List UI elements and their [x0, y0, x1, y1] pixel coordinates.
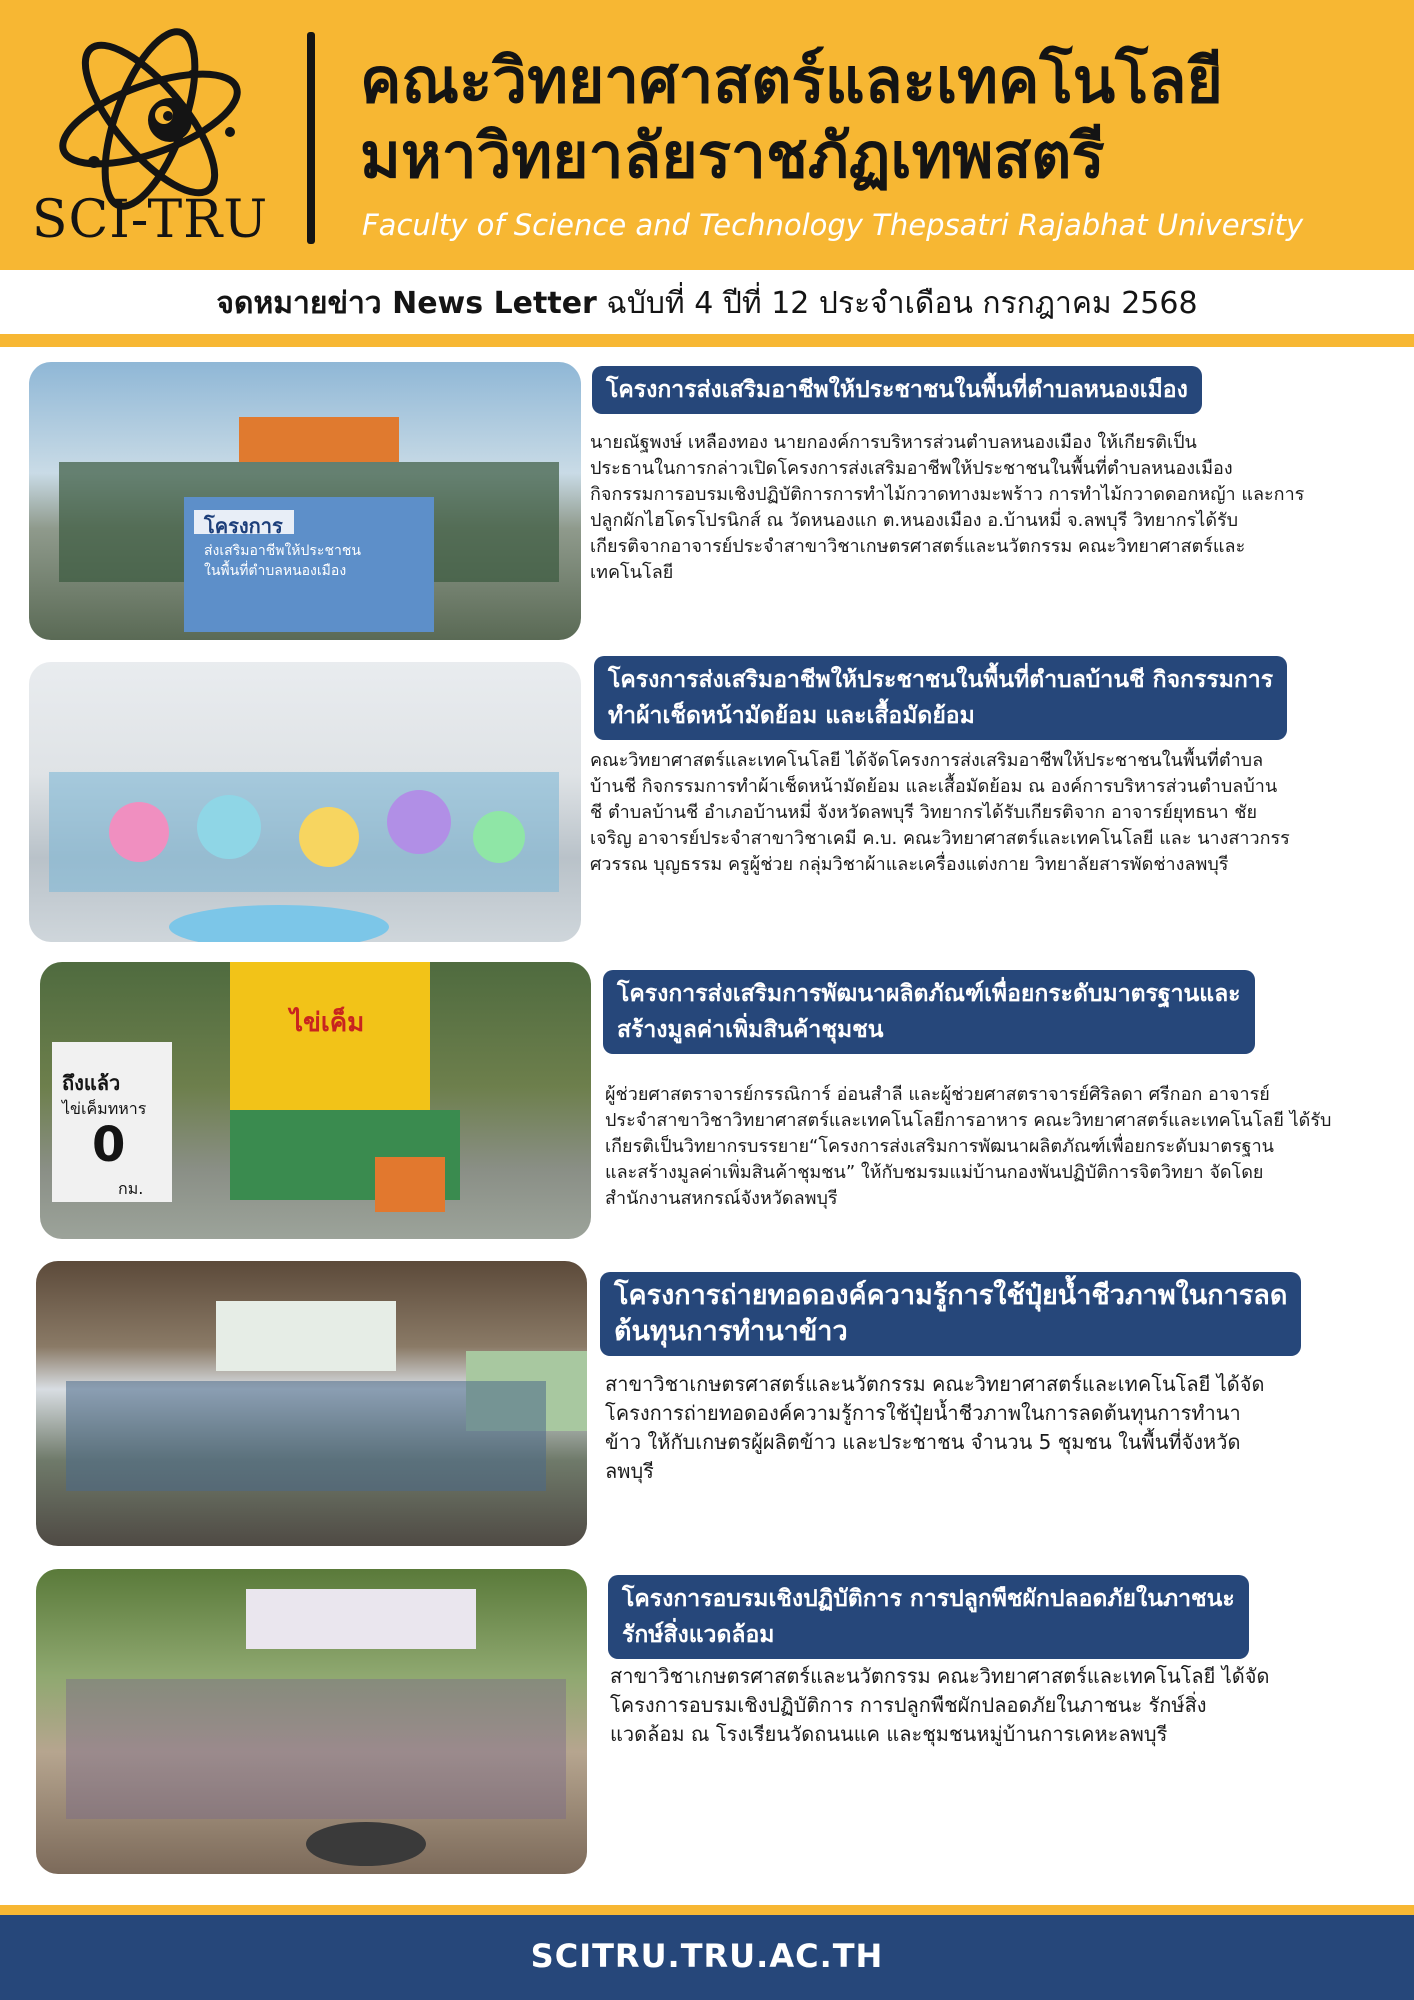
article-body-1 [590, 430, 1390, 586]
article-body-line: สาขาวิชาเกษตรศาสตร์และนวัตกรรม คณะวิทยาศาสตร์และเทคโนโลยี ได้จัด [605, 1372, 1265, 1396]
article-body-line: ปลูกผักไฮโดรโปรนิกส์ ณ วัดหนองแก ต.หนองเมือง อ.บ้านหมี่ จ.ลพบุรี วิทยากรได้รับ [590, 510, 1239, 531]
issue-detail: ฉบับที่ 4 ปีที่ 12 ประจำเดือน กรกฎาคม 2568 [596, 286, 1198, 321]
article-title-line: สร้างมูลค่าเพิ่มสินค้าชุมชน [617, 1017, 884, 1043]
article-title-5 [608, 1575, 1249, 1659]
article-title-line: ทำผ้าเช็ดหน้ามัดย้อม และเสื้อมัดย้อม [608, 703, 975, 729]
article-body-line: ข้าว ให้กับเกษตรผู้ผลิตข้าว และประชาชน จำนวน 5 ชุมชน ในพื้นที่จังหวัด [605, 1430, 1241, 1454]
photo-sign-text: ถึงแล้ว [62, 1071, 121, 1095]
faculty-title-english: Faculty of Science and Technology Thepsatri Rajabhat University [362, 208, 1304, 242]
article-title-line: รักษ์สิ่งแวดล้อม [622, 1622, 775, 1648]
article-title-4 [600, 1272, 1301, 1356]
article-title-line: โครงการอบรมเชิงปฏิบัติการ การปลูกพืชผักปลอดภัยในภาชนะ [622, 1586, 1235, 1612]
photo-sign-text: ไข่เค็มทหาร [62, 1099, 147, 1118]
article-title-1 [592, 366, 1202, 414]
article-body-line: เทคโนโลยี [590, 562, 674, 583]
newsletter-label: จดหมายข่าว News Letter [216, 286, 597, 321]
article-body-line: โครงการถ่ายทอดองค์ความรู้การใช้ปุ๋ยน้ำชีวภาพในการลดต้นทุนการทำนา [605, 1401, 1241, 1425]
article-body-line: ประธานในการกล่าวเปิดโครงการส่งเสริมอาชีพให้ประชาชนในพื้นที่ตำบลหนองเมือง [590, 458, 1233, 479]
article-body-line: เจริญ อาจารย์ประจำสาขาวิชาเคมี ค.บ. คณะวิทยาศาสตร์และเทคโนโลยี และ นางสาวกรร [590, 828, 1290, 849]
article-body-line: ลพบุรี [605, 1459, 654, 1483]
header-divider [307, 32, 315, 244]
article-body-line: สาขาวิชาเกษตรศาสตร์และนวัตกรรม คณะวิทยาศาสตร์และเทคโนโลยี ได้จัด [610, 1664, 1270, 1688]
article-title-line: ต้นทุนการทำนาข้าว [614, 1316, 848, 1347]
article-body-line: กิจกรรมการอบรมเชิงปฏิบัติการการทำไม้กวาดทางมะพร้าว การทำไม้กวาดดอกหญ้า และการ [590, 484, 1305, 505]
article-body-line: โครงการอบรมเชิงปฏิบัติการ การปลูกพืชผักปลอดภัยในภาชนะ รักษ์สิ่ง [610, 1693, 1207, 1717]
article-body-line: ผู้ช่วยศาสตราจารย์กรรณิการ์ อ่อนสำลี และผู้ช่วยศาสตราจารย์ศิริลดา ศรีกอก อาจารย์ [605, 1084, 1270, 1105]
article-body-line: ประจำสาขาวิชาวิทยาศาสตร์และเทคโนโลยีการอาหาร คณะวิทยาศาสตร์และเทคโนโลยี ได้รับ [605, 1110, 1332, 1131]
article-body-2 [590, 748, 1390, 878]
article-body-3 [605, 1082, 1405, 1212]
article-body-line: และสร้างมูลค่าเพิ่มสินค้าชุมชน” ให้กับชมรมแม่บ้านกองพันปฏิบัติการจิตวิทยา จัดโดย [605, 1162, 1264, 1183]
article-body-line: เกียรติจากอาจารย์ประจำสาขาวิชาเกษตรศาสตร์และนวัตกรรม คณะวิทยาศาสตร์และ [590, 536, 1246, 557]
article-title-line: โครงการส่งเสริมการพัฒนาผลิตภัณฑ์เพื่อยกระดับมาตรฐานและ [617, 981, 1241, 1007]
article-photo-4 [36, 1261, 587, 1546]
article-body-line: เกียรติเป็นวิทยากรบรรยาย“โครงการส่งเสริมการพัฒนาผลิตภัณฑ์เพื่อยกระดับมาตรฐาน [605, 1136, 1274, 1157]
photo-sign-text: 0 [92, 1117, 126, 1173]
article-photo-2 [29, 662, 581, 942]
article-photo-3 [40, 962, 591, 1239]
logo-wordmark: SCI-TRU [31, 190, 269, 250]
article-title-2 [594, 656, 1287, 740]
photo-sign-text: ไข่เค็ม [290, 1008, 365, 1038]
article-photo-1 [29, 362, 581, 640]
photo-sign-text: ในพื้นที่ตำบลหนองเมือง [204, 563, 347, 579]
article-body-5 [610, 1662, 1400, 1749]
article-body-line: แวดล้อม ณ โรงเรียนวัดถนนแค และชุมชนหมู่บ้านการเคหะลพบุรี [610, 1722, 1168, 1746]
issue-info [0, 280, 1414, 327]
footer-divider [0, 1905, 1414, 1915]
photo-sign-text: โครงการ [204, 514, 283, 538]
article-body-4 [605, 1370, 1395, 1486]
photo-sign-text: กม. [118, 1179, 144, 1198]
footer-bar [0, 1915, 1414, 2000]
article-body-line: นายณัฐพงษ์ เหลืองทอง นายกองค์การบริหารส่วนตำบลหนองเมือง ให้เกียรติเป็น [590, 432, 1197, 453]
article-title-line: โครงการส่งเสริมอาชีพให้ประชาชนในพื้นที่ตำบลบ้านชี กิจกรรมการ [608, 667, 1274, 693]
article-title-3 [603, 970, 1255, 1054]
article-body-line: คณะวิทยาศาสตร์และเทคโนโลยี ได้จัดโครงการส่งเสริมอาชีพให้ประชาชนในพื้นที่ตำบล [590, 750, 1264, 771]
header-banner [0, 0, 1414, 270]
article-title-line: โครงการถ่ายทอดองค์ความรู้การใช้ปุ๋ยน้ำชีวภาพในการลด [614, 1280, 1288, 1311]
section-divider [0, 334, 1414, 347]
faculty-title-thai: คณะวิทยาศาสตร์และเทคโนโลยี [360, 44, 1223, 117]
article-body-line: ศวรรณ บุญธรรม ครูผู้ช่วย กลุ่มวิชาผ้าและเครื่องแต่งกาย วิทยาลัยสารพัดช่างลพบุรี [590, 854, 1229, 875]
website-link[interactable]: SCITRU.TRU.AC.TH [530, 1937, 884, 1975]
article-title-line: โครงการส่งเสริมอาชีพให้ประชาชนในพื้นที่ตำบลหนองเมือง [606, 377, 1188, 403]
article-body-line: ชี ตำบลบ้านชี อำเภอบ้านหมี่ จังหวัดลพบุรี วิทยากรได้รับเกียรติจาก อาจารย์ยุทธนา ชัย [590, 802, 1258, 823]
article-photo-5 [36, 1569, 587, 1874]
photo-sign-text: ส่งเสริมอาชีพให้ประชาชน [204, 543, 361, 559]
article-body-line: สำนักงานสหกรณ์จังหวัดลพบุรี [605, 1188, 838, 1209]
university-title-thai: มหาวิทยาลัยราชภัฏเทพสตรี [360, 119, 1105, 192]
article-body-line: บ้านชี กิจกรรมการทำผ้าเช็ดหน้ามัดย้อม และเสื้อมัดย้อม ณ องค์การบริหารส่วนตำบลบ้าน [590, 776, 1278, 797]
